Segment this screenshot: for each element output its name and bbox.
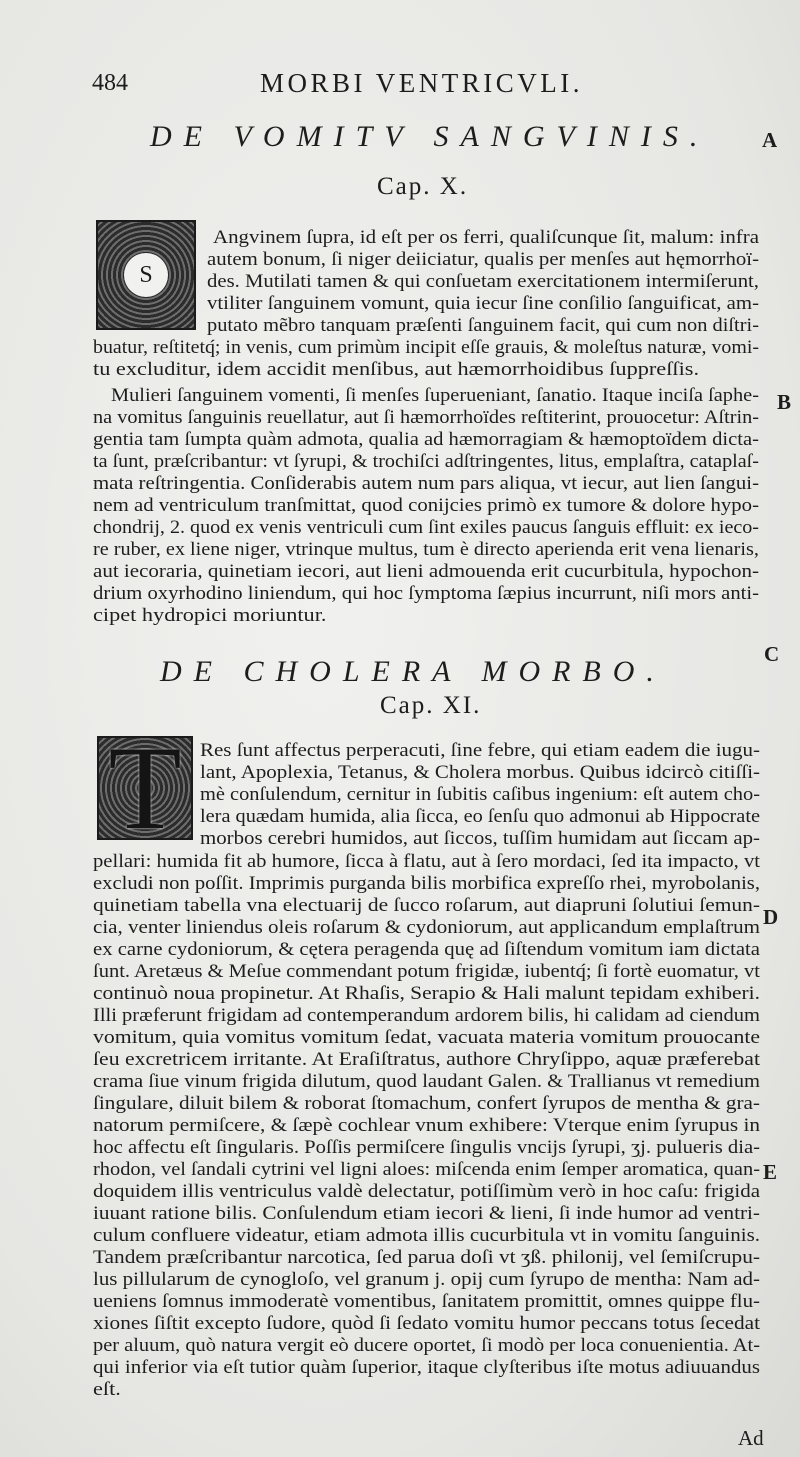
text-line: des. Mutilati tamen & qui conſuetam exercitationem intermiſerunt,: [207, 271, 759, 292]
text-line: quinetiam tabella vna electuarij de ſucco roſarum, aut diapruni ſolutiui ſemun-: [93, 895, 760, 916]
text-line: Angvinem ſupra, id eſt per os ferri, qualiſcunque ſit, malum: infra: [213, 227, 759, 248]
text-line: continuò noua propinetur. At Rhaſis, Serapio & Hali malunt tepidam exhiberi.: [93, 983, 760, 1004]
text-line: iuuant ratione bilis. Conſulendum etiam iecori & lieni, ſi inde humor ad ventri-: [93, 1203, 760, 1224]
text-line: lant, Apoplexia, Tetanus, & Cholera morbus. Quibus idcircò citiſſi-: [200, 762, 760, 783]
text-line: Illi præferunt frigidam ad contemperandum ardorem bilis, hi calidam ad ciendum: [93, 1005, 761, 1026]
decorated-initial-s: [96, 220, 196, 330]
running-title: MORBI VENTRICVLI.: [260, 68, 584, 98]
text-line: ſeu excretricem irritante. At Eraſiſtratus, authore Chryſippo, aquæ præferebat: [93, 1049, 760, 1070]
margin-letter-a: A: [762, 128, 778, 152]
text-line: mè conſulendum, cernitur in ſubitis caſibus ingenium: eſt autem cho-: [200, 784, 760, 805]
section-title-vomitu-sanguinis: DE VOMITV SANGVINIS.: [150, 120, 710, 153]
text-line: ſingulare, diluit bilem & roborat ſtomachum, confert ſyrupos de mentha & gra-: [93, 1093, 760, 1114]
decorated-initial-t: [97, 721, 193, 854]
text-line: autem bonum, ſi niger deiiciatur, qualis per menſes aut hęmorrhoï-: [207, 249, 759, 270]
page-number: 484: [92, 70, 128, 96]
text-line: putato mẽbro tanquam præſenti ſanguinem facit, qui cum non diſtri-: [207, 315, 759, 336]
text-line: gentia tam ſumpta quàm admota, qualia ad hæmorragiam & hæmoptoïdem dicta-: [93, 429, 759, 450]
margin-letter-d: D: [763, 905, 779, 929]
text-line: natorum permiſcere, & ſæpè cochlear vnum exhibere: Vterque enim ſyrupus in: [93, 1115, 760, 1136]
text-line: cia, venter liniendus oleis roſarum & cydoniorum, aut applicandum emplaſtrum: [93, 917, 760, 938]
text-line: drium oxyrhodino liniendum, qui hoc ſymptoma ſæpius incurrunt, niſi mors anti-: [93, 583, 759, 604]
text-line: culum confluere videatur, etiam admota illis cucurbitula vt in vomitu ſanguinis.: [93, 1225, 760, 1246]
text-line: aut iecoraria, quinetiam iecori, aut lieni admouenda erit cucurbitula, hypochon-: [93, 561, 760, 582]
catchword: Ad: [738, 1426, 764, 1450]
initial-letter: T: [108, 721, 182, 854]
text-line: excludi non poſſit. Imprimis purganda bilis morbifica expreſſo rhei, myrobolanis,: [93, 873, 760, 894]
chapter-heading-x: Cap. X.: [377, 173, 469, 200]
text-line: Mulieri ſanguinem vomenti, ſi menſes ſuperueniant, ſanatio. Itaque inciſa ſaphe-: [111, 385, 759, 406]
text-line: ueniens ſomnus immoderatè vomentibus, ſanitatem promittit, omnes quippe flu-: [93, 1291, 760, 1312]
text-line: mata reſtringentia. Conſiderabis autem num pars aliqua, vt iecur, aut lien ſangui-: [93, 473, 759, 494]
text-line: per aluum, quò natura vergit eò ducere oportet, ſi modò per loca conuenientia. At-: [93, 1335, 760, 1356]
text-line: vtiliter ſanguinem vomunt, quia iecur ſine conſilio ſanguificat, am-: [207, 293, 759, 314]
text-line: xiones ſiſtit excepto ſudore, quòd ſi ſedato vomitu humor peccans totus ſecedat: [93, 1313, 760, 1334]
text-line: ex carne cydoniorum, & cętera peragenda quę ad ſiſtendum vomitum iam dictata: [93, 939, 760, 960]
text-line: cipet hydropici moriuntur.: [93, 605, 327, 626]
text-line: qui inferior via eſt tutior quàm ſuperior, itaque clyſteribus iſte motus adiuuandus: [93, 1357, 760, 1378]
text-line: vomitum, quia vomitus vomitum ſedat, vacuata materia vomitum prouocante: [93, 1027, 760, 1048]
text-line: hoc affectu eſt ſingularis. Poſſis permiſcere ſingulis vncijs ſyrupi, ʒj. pulueris dia-: [93, 1137, 760, 1158]
text-line: re ruber, ex liene niger, vtrinque multus, tum è directo aperienda erit vena lienaris,: [93, 539, 759, 560]
text-line: lera quædam humida, alia ſicca, eo ſenſu quo admonui ab Hippocrate: [200, 806, 760, 827]
margin-letter-e: E: [763, 1160, 778, 1184]
text-line: eſt.: [93, 1379, 121, 1400]
text-line: na vomitus ſanguinis reuellatur, aut ſi hæmorrhoïdes reſtiterint, prouocetur: Aſtrin-: [93, 407, 759, 428]
section-title-cholera-morbo: DE CHOLERA MORBO.: [160, 655, 666, 688]
text-line: nem ad ventriculum tranſmittat, quod conijcies primò ex tumore & dolore hypo-: [93, 495, 760, 516]
text-line: ta ſunt, præſcribantur: vt ſyrupi, & trochiſci adſtringentes, litus, emplaſtra, cataplaſ-: [93, 451, 759, 472]
text-line: chondrij, 2. quod ex venis ventriculi cum ſint exiles paucus ſanguis effluit: ex ieco-: [93, 517, 759, 538]
margin-letter-c: C: [764, 642, 780, 666]
margin-letter-b: B: [777, 390, 792, 414]
text-line: pellari: humida fit ab humore, ſicca à flatu, aut à ſero mordaci, ſed ita impacto, vt: [93, 851, 760, 872]
text-line: rhodon, vel ſandali cytrini vel ligni aloes: miſcenda enim ſemper aromatica, quan-: [93, 1159, 760, 1180]
text-line: buatur, reſtitetq́; in venis, cum primùm incipit eſſe grauis, & moleſtus naturæ, vomi-: [93, 337, 759, 358]
text-line: Tandem præſcribantur narcotica, ſed parua doſi vt ʒß. philonij, vel ſemiſcrupu-: [93, 1247, 760, 1268]
text-line: lus pillularum de cynogloſo, vel granum j. opij cum ſyrupo de mentha: Nam ad-: [93, 1269, 760, 1290]
text-line: crama ſiue vinum frigida dilutum, quod laudant Galen. & Trallianus vt remedium: [93, 1071, 760, 1092]
text-line: Res ſunt affectus perperacuti, ſine febre, qui etiam eadem die iugu-: [200, 740, 760, 761]
initial-letter: S: [124, 253, 168, 297]
text-line: doquidem illis ventriculus valdè delectatur, potiſſimùm verò in hoc caſu: frigida: [93, 1181, 761, 1202]
text-line: tu excluditur, idem accidit menſibus, aut hæmorrhoidibus ſuppreſſis.: [93, 359, 700, 380]
text-line: ſunt. Aretæus & Meſue commendant potum frigidæ, iubentq́; ſi fortè euomatur, vt: [93, 961, 760, 982]
chapter-heading-xi: Cap. XI.: [380, 692, 482, 719]
text-line: morbos cerebri humidos, aut ſiccos, tuſſim humidam aut ſiccam ap-: [200, 828, 760, 849]
